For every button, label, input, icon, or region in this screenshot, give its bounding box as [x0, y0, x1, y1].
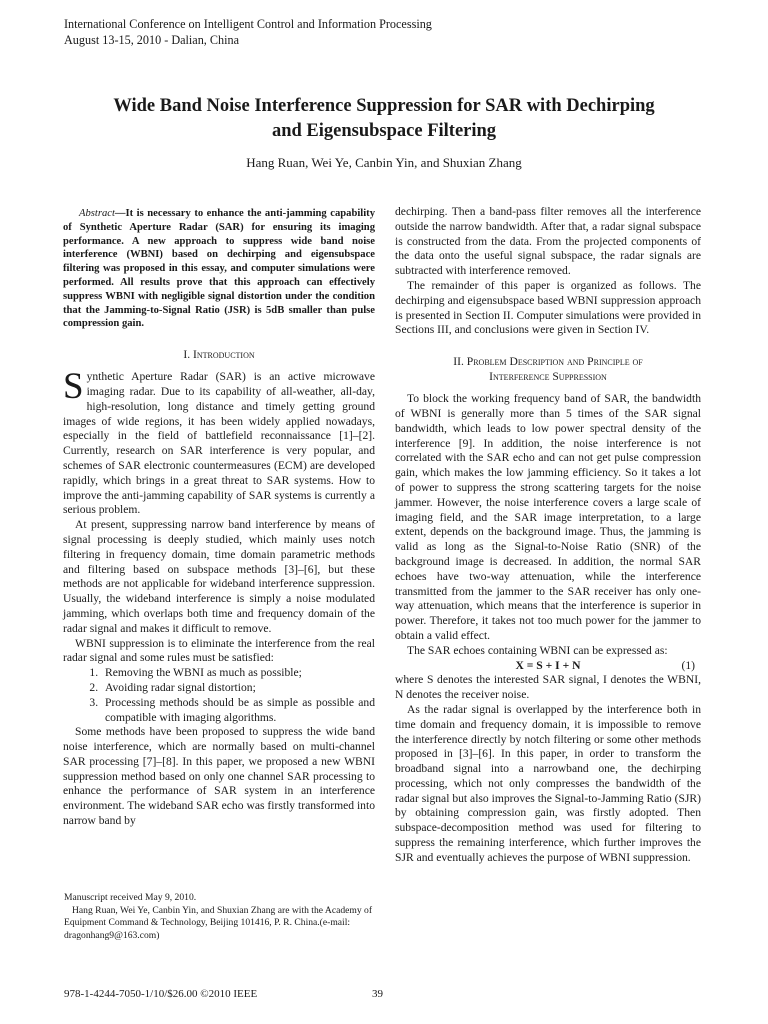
footnote-affiliation: Hang Ruan, Wei Ye, Canbin Yin, and Shuxian Zhang are with the Academy of Equipment Command & Technology, Beijing 101416, P. R. China.(e-mail: dragonhang9@163.com)	[64, 904, 373, 941]
footnote	[64, 892, 374, 942]
drop-cap: S	[63, 366, 84, 408]
conference-header	[64, 16, 432, 48]
section-title-line1: Problem Description and Principle of	[466, 355, 643, 369]
page-number: 39	[372, 988, 383, 1000]
intro-paragraph-4: Some methods have been proposed to suppress the wide band noise interference, which are normally based on multi-channel SAR processing [7]–[8]. In this paper, we proposed a new WBNI suppression method based on only one channel SAR processing to enhance the performance of SAR system in an interference environment. The wideband SAR echo was firstly transformed into narrow band by	[63, 725, 375, 828]
section-title-line2: Interference Suppression	[489, 370, 607, 384]
problem-paragraph-1: To block the working frequency band of SAR, the bandwidth of WBNI is generally more than 5 times of the SAR signal bandwidth, which leads to low power spectral density of the interference [9]. In addition, the noise interference is not correlated with the SAR echo and can not get pulse compression gain, which makes the low jamming efficiency. So it takes a lot of power to suppress the strong scattering targets for the noise jammer. However, the noise interference covers a large scale of imaging field, and the SAR image interpretation, to a large extent, depends on the background image. Thus, the jamming is valid as long as the Signal-to-Noise Ratio (SNR) of the background image is decreased. In addition, the normal SAR echoes have two-way attenuation, while the interference transmitted from the jammer to the SAR receiver has only one-way attenuation, which means that the interference is superior in power. Therefore, it takes not too much power for the jammer to obtain a valid effect.	[395, 392, 701, 642]
equation-body: X = S + I + N	[515, 658, 581, 672]
copyright-line: 978-1-4244-7050-1/10/$26.00 ©2010 IEEE	[64, 988, 258, 1000]
problem-paragraph-3: where S denotes the interested SAR signal, I denotes the WBNI, N denotes the receiver noise.	[395, 673, 701, 702]
abstract-text: It is necessary to enhance the anti-jamming capability of Synthetic Aperture Radar (SAR) for ensuring its imaging performance. A new approach to suppress wide band noise interference (WBNI) based on dechirping and eigensubspace filtering was proposed in this essay, and computer simulations were performed. All results prove that this approach can effectively suppress WBNI with negligible signal distortion under the condition that the Jamming-to-Signal Ratio (JSR) is 5dB smaller than pulse compression gain.	[63, 208, 375, 330]
section-heading-introduction	[63, 347, 375, 362]
section-title: Introduction	[193, 348, 255, 362]
footnote-received: Manuscript received May 9, 2010.	[64, 892, 197, 903]
section-heading-problem	[395, 354, 701, 384]
paper-title	[40, 94, 728, 144]
list-item: 3. Processing methods should be as simple as possible and compatible with imaging algorithms.	[101, 696, 375, 726]
paper-title-line2: and Eigensubspace Filtering	[271, 121, 497, 141]
abstract	[63, 207, 375, 331]
intro-paragraph-6: The remainder of this paper is organized as follows. The dechirping and eigensubspace based WBNI suppression approach is presented in Section II. Computer simulations were provided in Sections III, and conclusions were given in Section IV.	[395, 278, 701, 337]
paper-title-line1: Wide Band Noise Interference Suppression for SAR with Dechirping	[113, 96, 655, 116]
section-numeral: II.	[453, 355, 464, 369]
intro-paragraph-1	[63, 366, 375, 518]
requirements-list	[63, 666, 375, 725]
abstract-lead: Abstract	[79, 208, 115, 219]
list-item: 2. Avoiding radar signal distortion;	[101, 681, 375, 696]
list-item: 1. Removing the WBNI as much as possible;	[101, 666, 375, 681]
intro-paragraph-2: At present, suppressing narrow band interference by means of signal processing is deeply studied, which mainly uses notch filtering in frequency domain, time domain parametric methods and filtering based on subspace methods [3]–[6], but these methods are not applicable for wideband interference suppression. Usually, the wideband interference is simply a noise modulated jamming, which overlaps both time and frequency domain of the radar signal and makes it difficult to remove.	[63, 518, 375, 635]
intro-paragraph-1-text: ynthetic Aperture Radar (SAR) is an active microwave imaging radar. Due to its capability of all-weather, all-day, high-resolution, long distance and timely getting ground images of wide regions, it has been widely applied nowadays, especially in the field of battlefield reconnaissance [1]–[2]. Currently, research on SAR interference is very popular, and schemes of SAR electronic countermeasures (ECM) are developed rapidly, which brings in a great threat to SAR systems. How to improve the anti-jamming capability of SAR systems is currently a serious problem.	[63, 370, 375, 517]
section-numeral: I.	[183, 348, 191, 362]
author-list: Hang Ruan, Wei Ye, Canbin Yin, and Shuxian Zhang	[246, 155, 522, 170]
right-column	[395, 205, 701, 866]
abstract-dash: —	[114, 208, 126, 219]
left-column	[63, 207, 375, 829]
conference-name: International Conference on Intelligent Control and Information Processing	[64, 17, 432, 31]
equation-number: (1)	[681, 658, 695, 672]
problem-paragraph-2: The SAR echoes containing WBNI can be expressed as:	[407, 643, 668, 657]
equation-1	[395, 659, 701, 674]
intro-paragraph-3: WBNI suppression is to eliminate the interference from the real radar signal and some rules must be satisfied:	[63, 636, 375, 665]
intro-paragraph-5: dechirping. Then a band-pass filter removes all the interference outside the narrow bandwidth. After that, a radar signal subspace is constructed from the data. From the projected components of the data onto the useful signal subspace, the radar signals are subtracted with interference removed.	[395, 205, 701, 278]
conference-date: August 13-15, 2010 - Dalian, China	[64, 33, 240, 47]
problem-paragraph-4: As the radar signal is overlapped by the interference both in time domain and frequency domain, it is impossible to remove the interference directly by notch filtering or some other methods proposed in [3]–[6]. In this paper, in order to transform the broadband signal into a narrowband one, the dechirping processing, which not only compresses the bandwidth of the radar signal but also improves the Signal-to-Jamming Ratio (SJR) by obtaining compression gain, was firstly adopted. Then subspace-decomposition method was used for filtering to suppress the remaining interference, which further improves the SJR and eventually achieves the purpose of WBNI suppression.	[395, 702, 701, 864]
